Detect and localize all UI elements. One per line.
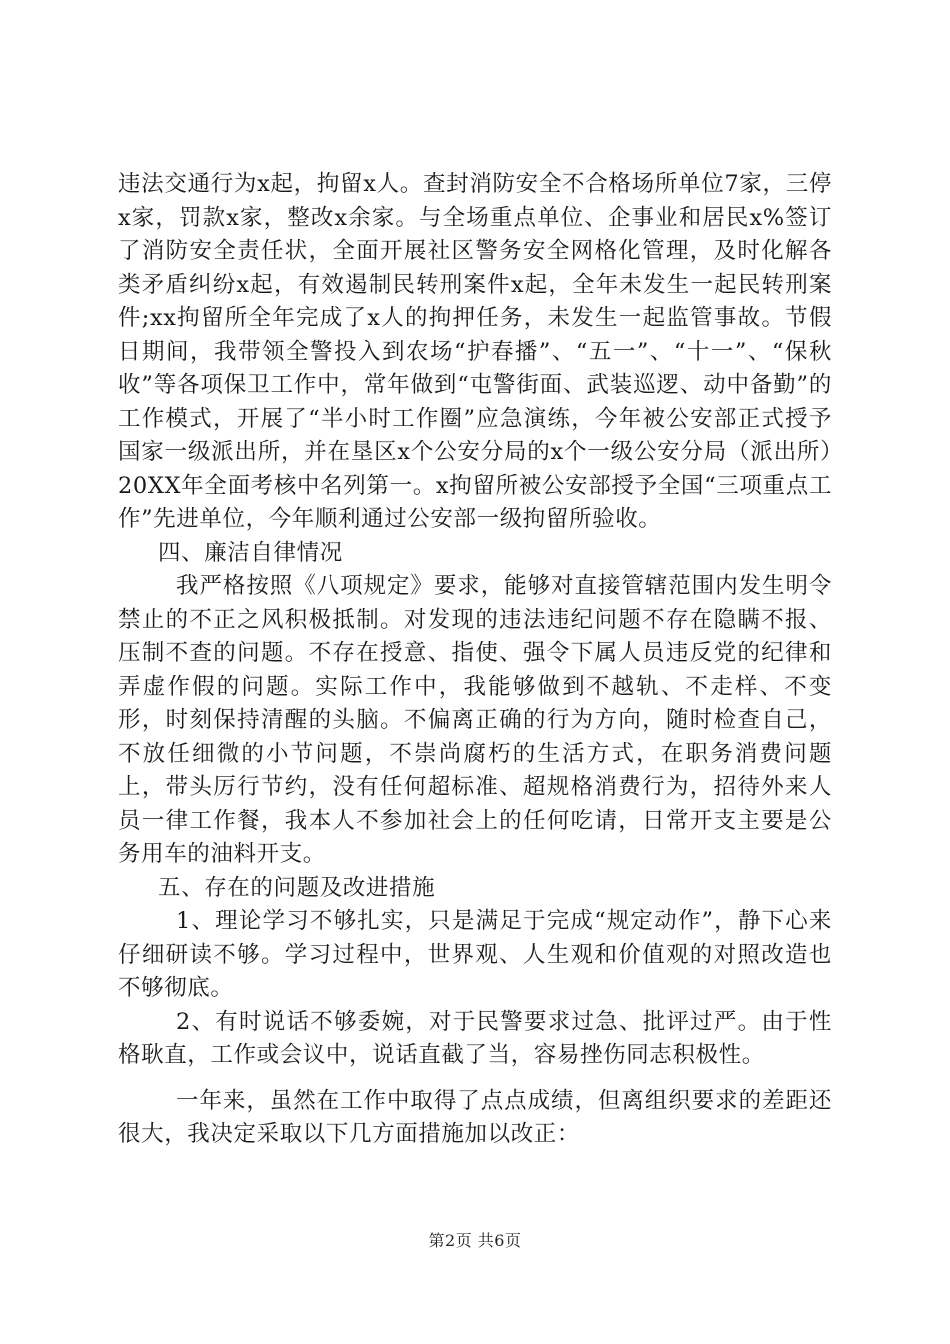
paragraph-problem-1: 1、理论学习不够扎实，只是满足于完成“规定动作”，静下心来仔细研读不够。学习过程中，世界观、人生观和价值观的对照改造也不够彻底。 — [118, 908, 832, 1001]
document-body — [118, 168, 832, 1152]
section-heading-integrity: 四、廉洁自律情况 — [158, 539, 343, 566]
paragraph-conclusion: 一年来，虽然在工作中取得了点点成绩，但离组织要求的差距还很大，我决定采取以下几方面措施加以改正： — [118, 1087, 832, 1147]
paragraph-integrity: 我严格按照《八项规定》要求，能够对直接管辖范围内发生明令禁止的不正之风积极抵制。对发现的违法违纪问题不存在隐瞒不报、压制不查的问题。不存在授意、指使、强令下属人员违反党的纪律和弄虚作假的问题。实际工作中，我能够做到不越轨、不走样、不变形，时刻保持清醒的头脑。不偏离正确的行为方向，随时检查自己，不放任细微的小节问题，不崇尚腐朽的生活方式，在职务消费问题上，带头厉行节约，没有任何超标准、超规格消费行为，招待外来人员一律工作餐，我本人不参加社会上的任何吃请，日常开支主要是公务用车的油料开支。 — [118, 573, 832, 867]
paragraph-problem-2: 2、有时说话不够委婉，对于民警要求过急、批评过严。由于性格耿直，工作或会议中，说话直截了当，容易挫伤同志积极性。 — [118, 1008, 832, 1068]
paragraph-work-results: 违法交通行为x起，拘留x人。查封消防安全不合格场所单位7家，三停x家，罚款x家，整改x余家。与全场重点单位、企事业和居民x%签订了消防安全责任状，全面开展社区警务安全网格化管理，及时化解各类矛盾纠纷x起，有效遏制民转刑案件x起，全年未发生一起民转刑案件;xx拘留所全年完成了x人的拘押任务，未发生一起监管事故。节假日期间，我带领全警投入到农场“护春播”、“五一”、“十一”、“保秋收”等各项保卫工作中，常年做到“屯警街面、武装巡逻、动中备勤”的工作模式，开展了“半小时工作圈”应急演练，今年被公安部正式授予国家一级派出所，并在垦区x个公安分局的x个一级公安分局（派出所）20XX年全面考核中名列第一。x拘留所被公安部授予全国“三项重点工作”先进单位，今年顺利通过公安部一级拘留所验收。 — [118, 171, 832, 532]
section-heading-problems: 五、存在的问题及改进措施 — [158, 874, 436, 901]
page-number-footer: 第2页 共6页 — [428, 1231, 522, 1250]
